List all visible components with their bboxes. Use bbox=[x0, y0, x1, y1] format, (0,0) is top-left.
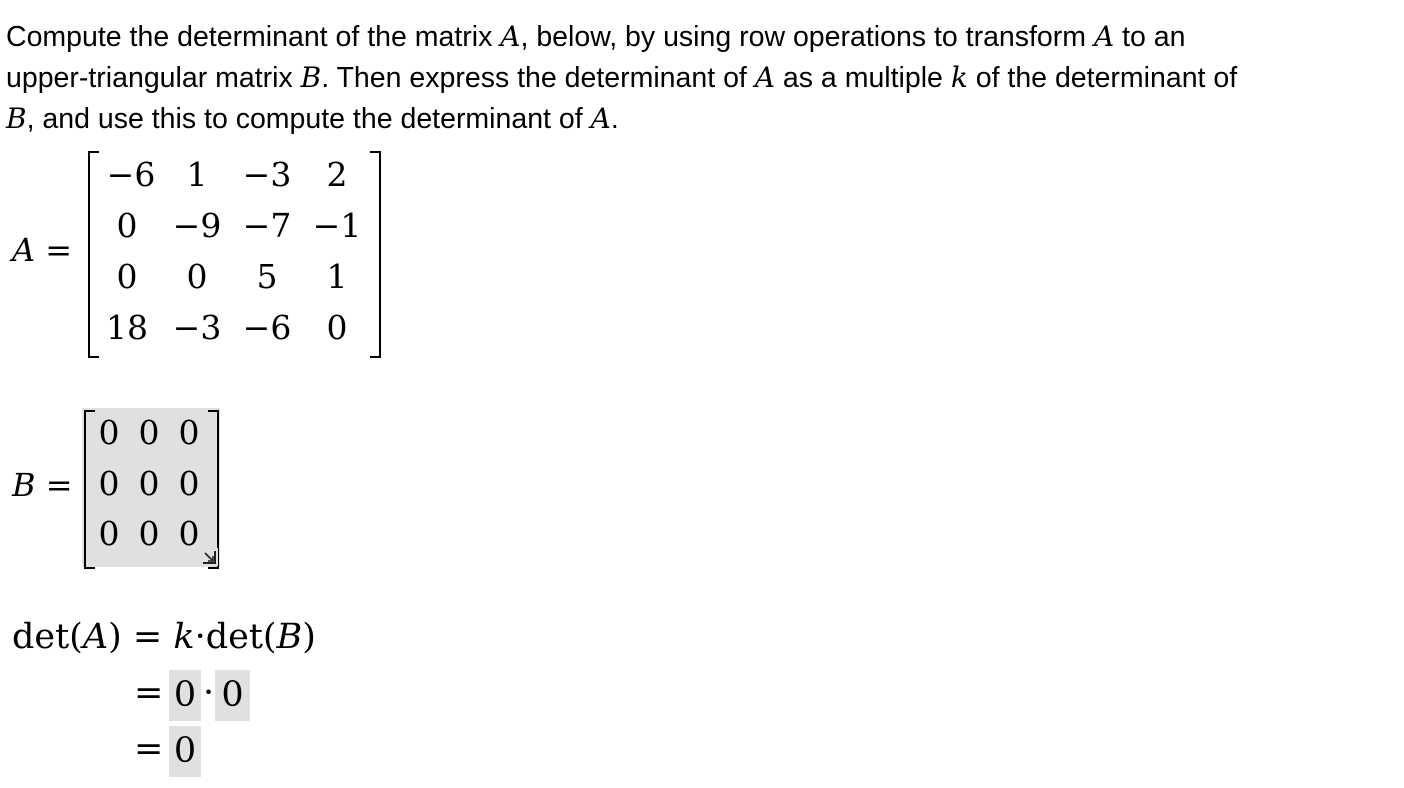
matrix-a-cell: −3 bbox=[172, 308, 222, 347]
matrix-b-cell[interactable]: 0 bbox=[178, 514, 200, 553]
matrix-a-cell: 1 bbox=[186, 155, 208, 194]
problem-line-2 bbox=[6, 57, 1398, 98]
matrix-a-symbol: A bbox=[12, 231, 36, 269]
matrix-a-cell: −6 bbox=[106, 155, 156, 194]
matrix-b-cell[interactable]: 0 bbox=[98, 514, 120, 553]
det-b-value-input[interactable]: 0 bbox=[215, 670, 250, 721]
problem-text: , below, by using row operations to transform bbox=[520, 21, 1094, 53]
math-var-k: k bbox=[950, 61, 968, 94]
problem-text: to an bbox=[1114, 21, 1186, 53]
problem-line-1 bbox=[6, 16, 1398, 57]
multiply-dot: · bbox=[203, 673, 215, 713]
problem-text: Compute the determinant of the matrix bbox=[6, 21, 501, 53]
matrix-a-cell: 0 bbox=[326, 308, 348, 347]
problem-text: upper-triangular matrix bbox=[6, 62, 301, 94]
matrix-a-cell: 2 bbox=[326, 155, 348, 194]
matrix-a-cell: 18 bbox=[106, 308, 148, 347]
matrix-a-cell: 0 bbox=[116, 257, 138, 296]
math-var-a: A bbox=[754, 61, 775, 94]
problem-text: . Then express the determinant of bbox=[321, 62, 755, 94]
problem-text: of the determinant of bbox=[967, 62, 1238, 94]
resize-handle-icon[interactable] bbox=[200, 548, 218, 566]
matrix-b-cell[interactable]: 0 bbox=[138, 464, 160, 503]
equals-sign: = bbox=[134, 673, 164, 713]
matrix-b-cell[interactable]: 0 bbox=[98, 464, 120, 503]
matrix-a-cell: 0 bbox=[186, 257, 208, 296]
matrix-a-cell: −9 bbox=[172, 206, 222, 245]
det-text: ) = bbox=[108, 617, 174, 657]
matrix-b-cell[interactable]: 0 bbox=[138, 514, 160, 553]
matrix-a-cell: −1 bbox=[312, 206, 362, 245]
math-var-a: A bbox=[1093, 20, 1115, 53]
math-var-b: B bbox=[276, 617, 303, 657]
matrix-b-label bbox=[12, 463, 73, 507]
math-var-b: B bbox=[300, 61, 322, 94]
math-var-a: A bbox=[590, 102, 611, 135]
matrix-a-cell: 0 bbox=[116, 206, 138, 245]
equals-sign: = bbox=[134, 729, 164, 769]
problem-text: as a multiple bbox=[775, 62, 951, 94]
matrix-a-label bbox=[12, 228, 72, 272]
matrix-a-cell: −3 bbox=[242, 155, 292, 194]
equals-sign: = bbox=[45, 466, 73, 504]
problem-line-3 bbox=[6, 98, 1398, 139]
k-value-input[interactable]: 0 bbox=[169, 670, 201, 721]
det-a-value-input[interactable]: 0 bbox=[169, 726, 201, 777]
det-text: ) bbox=[302, 617, 316, 657]
problem-text: , and use this to compute the determinant of bbox=[26, 103, 591, 135]
matrix-a-cell: 5 bbox=[256, 257, 278, 296]
problem-text: . bbox=[610, 103, 619, 135]
math-var-a: A bbox=[82, 617, 109, 657]
math-var-a: A bbox=[500, 20, 521, 53]
det-text: det( bbox=[12, 617, 83, 657]
det-text: ·det( bbox=[194, 617, 277, 657]
matrix-a-cell: 1 bbox=[326, 257, 348, 296]
math-var-k: k bbox=[173, 617, 195, 657]
matrix-b-cell[interactable]: 0 bbox=[178, 464, 200, 503]
matrix-a-cell: −6 bbox=[242, 308, 292, 347]
math-var-b: B bbox=[6, 102, 27, 135]
matrix-b-cell[interactable]: 0 bbox=[178, 413, 200, 452]
matrix-b-cell[interactable]: 0 bbox=[138, 413, 160, 452]
matrix-a-cell: −7 bbox=[242, 206, 292, 245]
problem-statement bbox=[6, 16, 1398, 139]
determinant-equation bbox=[12, 614, 316, 660]
matrix-b-cell[interactable]: 0 bbox=[98, 413, 120, 452]
equals-sign: = bbox=[45, 231, 73, 269]
matrix-b-symbol: B bbox=[12, 466, 36, 504]
matrix-b-right-bracket bbox=[208, 410, 219, 569]
